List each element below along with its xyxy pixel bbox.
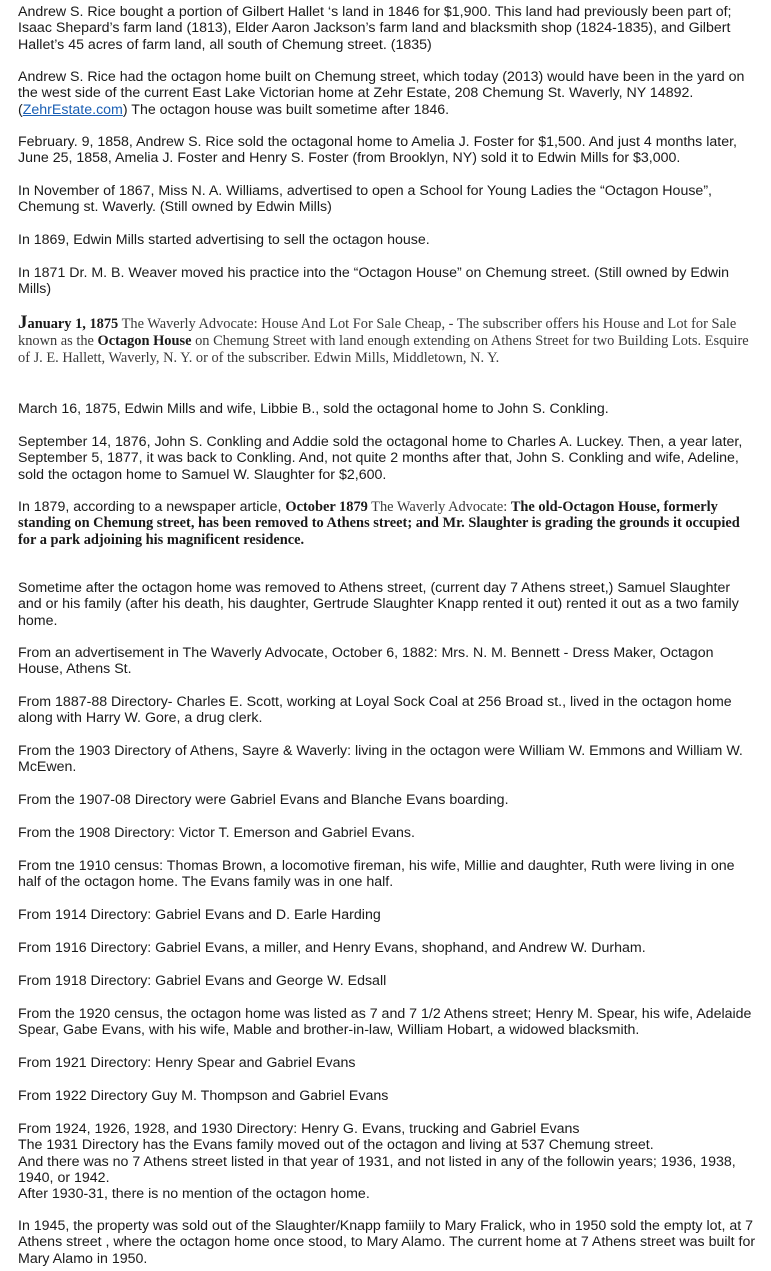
paragraph-1858-sales: February. 9, 1858, Andrew S. Rice sold the octagonal home to Amelia J. Foster for $1,500. And just 4 months later, June 25, 1858, Amelia J. Foster and Henry S. Foster (from Brooklyn, NY) sold it to Edwin Mills for $3,000.: [18, 134, 737, 167]
line-1924-1930-directory: From 1924, 1926, 1928, and 1930 Directory: Henry G. Evans, trucking and Gabriel Evans: [18, 1121, 580, 1137]
paragraph-1869-advertising: In 1869, Edwin Mills started advertising to sell the octagon house.: [18, 232, 430, 248]
line-1931-directory: The 1931 Directory has the Evans family moved out of the octagon and living at 537 Chemung street.: [18, 1137, 654, 1154]
paragraph-1882-advertisement: From an advertisement in The Waverly Advocate, October 6, 1882: Mrs. N. M. Bennett - Dress Maker, Octagon House, Athens St.: [18, 645, 714, 678]
paragraph-octagon-built-text-end: ) The octagon house was built sometime after 1846.: [122, 101, 450, 118]
paragraph-1887-directory: From 1887-88 Directory- Charles E. Scott, working at Loyal Sock Coal at 256 Broad st., lived in the octagon home along with Harry W. Gore, a drug clerk.: [18, 694, 732, 727]
paragraph-1922-directory: From 1922 Directory Guy M. Thompson and Gabriel Evans: [18, 1088, 389, 1104]
drop-letter-j: J: [18, 312, 28, 333]
paragraph-1876-sales: September 14, 1876, John S. Conkling and Addie sold the octagonal home to Charles A. Luckey. Then, a year later, September 5, 1877, it was back to Conkling. And, not quite 2 months after that, John S. Conkling and wife, Adeline, sold the octagon home to Samuel W. Slaughter for $2,600.: [18, 434, 743, 483]
paragraph-two-family-home: Sometime after the octagon home was removed to Athens street, (current day 7 Athens street,) Samuel Slaughter and or his family (after his death, his daughter, Gertrude Slaughter Knapp rented it out) rented it out as a two family home.: [18, 580, 739, 629]
article-publication: The Waverly Advocate:: [367, 499, 511, 515]
paragraph-1910-census: From tne 1910 census: Thomas Brown, a locomotive fireman, his wife, Millie and daughter, Ruth were living in one half of the octagon home. The Evans family was in one half.: [18, 858, 735, 891]
octagon-house-bold: Octagon House: [97, 333, 192, 349]
paragraph-1875-advertisement: [18, 314, 756, 367]
paragraph-1945-sale: In 1945, the property was sold out of the Slaughter/Knapp famiily to Mary Fralick, who in 1950 sold the empty lot, at 7 Athens street , where the octagon home once stood, to Mary Alamo. The current home at 7 Athens street was built for Mary Alamo in 1950.: [18, 1218, 756, 1267]
paragraph-1914-directory: From 1914 Directory: Gabriel Evans and D. Earle Harding: [18, 907, 381, 923]
paragraph-1879-lead: In 1879, according to a newspaper article,: [18, 499, 286, 515]
paragraph-1918-directory: From 1918 Directory: Gabriel Evans and George W. Edsall: [18, 973, 387, 989]
line-no-7-athens: And there was no 7 Athens street listed in that year of 1931, and not listed in any of the followin years; 1936, 1938, 1940, or 1942.: [18, 1153, 736, 1186]
paragraph-octagon-built: [18, 69, 756, 118]
advertisement-text: The Waverly Advocate: House And Lot For Sale Cheap, - The subscriber offers his House and Lot for Sale known as the: [18, 316, 737, 349]
paragraph-1875-sale: March 16, 1875, Edwin Mills and wife, Libbie B., sold the octagonal home to John S. Conkling.: [18, 401, 609, 417]
paragraph-1908-directory: From the 1908 Directory: Victor T. Emerson and Gabriel Evans.: [18, 825, 415, 841]
paragraph-1916-directory: From 1916 Directory: Gabriel Evans, a miller, and Henry Evans, shophand, and Andrew W. Durham.: [18, 940, 646, 956]
paragraph-1924-1931-directories: [18, 1121, 756, 1202]
paragraph-octagon-built-text: Andrew S. Rice had the octagon home built on Chemung street, which today (2013) would have been in the yard on the west side of the current East Lake Victorian home at Zehr Estate, 208 Chemung St. Waverly, NY 14892. (: [18, 69, 745, 118]
advertisement-date: anuary 1, 1875: [27, 316, 119, 332]
line-no-mention: After 1930-31, there is no mention of the octagon home.: [18, 1186, 370, 1203]
zehrestate-link[interactable]: ZehrEstate.com: [22, 101, 123, 118]
article-quote: The old-Octagon House, formerly standing on Chemung street, has been removed to Athens street; and Mr. Slaughter is grading the grounds it occupied for a park adjoining his magnificent residence.: [18, 499, 740, 548]
advertisement-text-end: on Chemung Street with land enough extending on Athens Street for two Building Lots. Esquire of J. E. Hallett, Waverly, N. Y. or of the subscriber. Edwin Mills, Middletown, N. Y.: [18, 333, 749, 366]
paragraph-1871-weaver: In 1871 Dr. M. B. Weaver moved his practice into the “Octagon House” on Chemung street. (Still owned by Edwin Mills): [18, 265, 730, 298]
paragraph-1903-directory: From the 1903 Directory of Athens, Sayre & Waverly: living in the octagon were William W. Emmons and William W. McEwen.: [18, 743, 743, 776]
paragraph-1920-census: From the 1920 census, the octagon home was listed as 7 and 7 1/2 Athens street; Henry M. Spear, his wife, Adelaide Spear, Gabe Evans, with his wife, Mable and brother-in-law, William Hobart, a widowed blacksmith.: [18, 1006, 752, 1039]
paragraph-1867-school: In November of 1867, Miss N. A. Williams, advertised to open a School for Young Ladies the “Octagon House”, Chemung st. Waverly. (Still owned by Edwin Mills): [18, 183, 712, 216]
paragraph-1879-move: [18, 499, 756, 548]
paragraph-rice-purchase: Andrew S. Rice bought a portion of Gilbert Hallet ‘s land in 1846 for $1,900. This land had previously been part of; Isaac Shepard’s farm land (1813), Elder Aaron Jackson’s farm land and blacksmith shop (1824-1835), and Gilbert Hallet’s 45 acres of farm land, all south of Chemung street. (1835): [18, 4, 732, 53]
article-date: October 1879: [285, 499, 368, 515]
paragraph-1907-directory: From the 1907-08 Directory were Gabriel Evans and Blanche Evans boarding.: [18, 792, 509, 808]
paragraph-1921-directory: From 1921 Directory: Henry Spear and Gabriel Evans: [18, 1055, 356, 1071]
